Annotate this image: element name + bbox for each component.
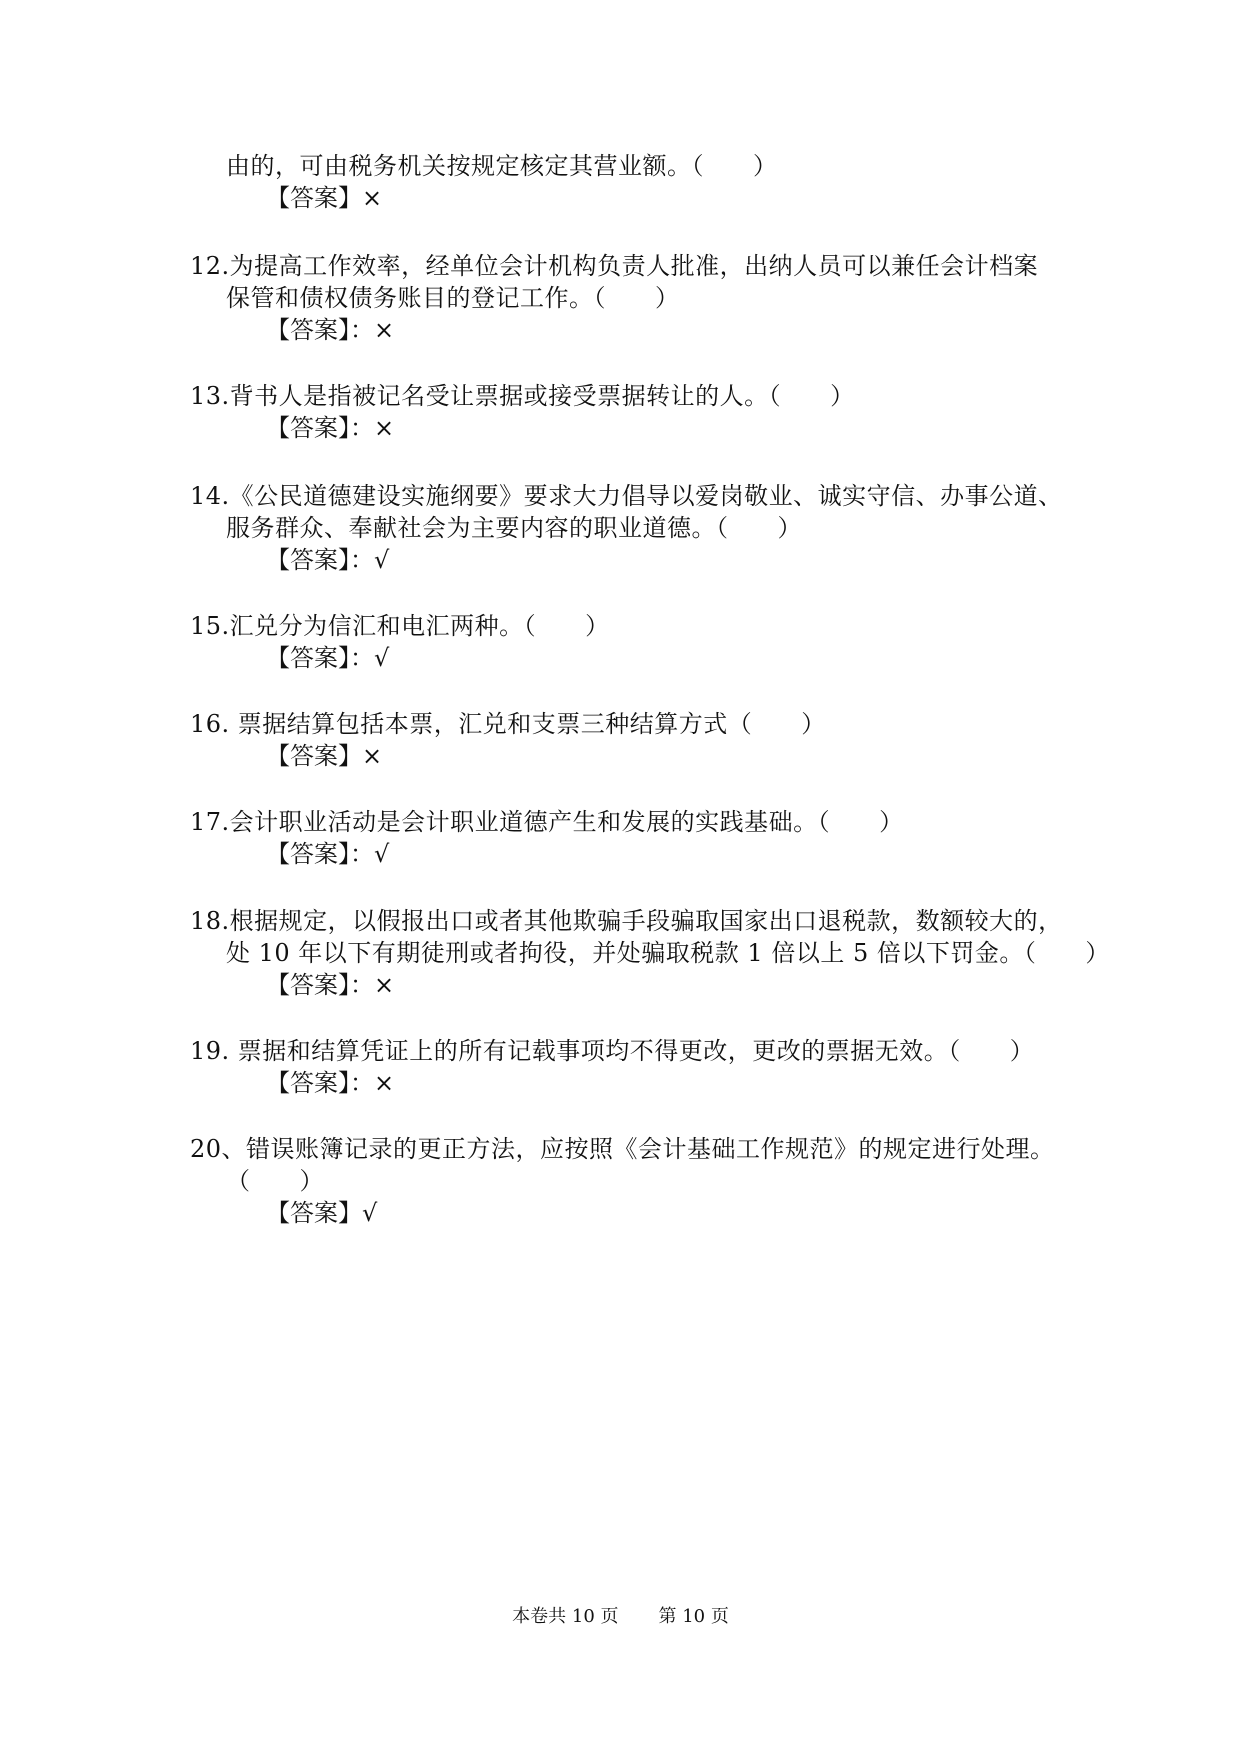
question-13-line-1 xyxy=(190,380,855,412)
question-number: 14. xyxy=(190,482,230,510)
question-18-line-2: 处 10 年以下有期徒刑或者拘役，并处骗取税款 1 倍以上 5 倍以下罚金。（ ） xyxy=(226,939,1110,967)
question-20-answer: 【答案】√ xyxy=(266,1199,378,1227)
question-14-line-2: 服务群众、奉献社会为主要内容的职业道德。（ ） xyxy=(226,514,802,542)
question-number: 12. xyxy=(190,252,230,280)
current-page-label: 第 10 页 xyxy=(658,1606,729,1627)
question-20-line-1 xyxy=(190,1133,1055,1165)
question-number: 18. xyxy=(190,907,230,935)
question-number: 17. xyxy=(190,808,230,836)
question-text: 为提高工作效率，经单位会计机构负责人批准，出纳人员可以兼任会计档案 xyxy=(229,252,1039,280)
question-number: 20、 xyxy=(190,1135,247,1163)
total-pages-label: 本卷共 10 页 xyxy=(512,1606,619,1627)
question-text: 《公民道德建设实施纲要》要求大力倡导以爱岗敬业、诚实守信、办事公道、 xyxy=(229,482,1063,510)
question-number: 19. xyxy=(190,1037,230,1065)
question-12-answer: 【答案】：× xyxy=(266,316,395,344)
question-18-answer: 【答案】：× xyxy=(266,971,395,999)
question-text: 背书人是指被记名受让票据或接受票据转让的人。（ ） xyxy=(229,382,855,410)
page-footer xyxy=(0,1605,1241,1629)
question-15-line-1 xyxy=(190,610,610,642)
question-text: 票据结算包括本票，汇兑和支票三种结算方式（ ） xyxy=(229,710,826,738)
question-14-line-1 xyxy=(190,480,1063,512)
question-number: 15. xyxy=(190,612,230,640)
question-13-answer: 【答案】：× xyxy=(266,414,395,442)
question-17-line-1 xyxy=(190,806,904,838)
question-16-line-1 xyxy=(190,708,826,740)
question-text: 票据和结算凭证上的所有记载事项均不得更改，更改的票据无效。（ ） xyxy=(229,1037,1035,1065)
question-14-answer: 【答案】：√ xyxy=(266,546,390,574)
question-19-answer: 【答案】：× xyxy=(266,1069,395,1097)
question-text: 错误账簿记录的更正方法，应按照《会计基础工作规范》的规定进行处理。 xyxy=(246,1135,1055,1163)
question-12-line-2: 保管和债权债务账目的登记工作。（ ） xyxy=(226,284,680,312)
question-11-answer: 【答案】× xyxy=(266,184,383,212)
question-11-line-2: 由的，可由税务机关按规定核定其营业额。（ ） xyxy=(226,152,778,180)
question-12-line-1 xyxy=(190,250,1038,282)
question-15-answer: 【答案】：√ xyxy=(266,644,390,672)
question-number: 16. xyxy=(190,710,230,738)
question-text: 根据规定，以假报出口或者其他欺骗手段骗取国家出口退税款，数额较大的， xyxy=(229,907,1063,935)
question-number: 13. xyxy=(190,382,230,410)
question-17-answer: 【答案】：√ xyxy=(266,840,390,868)
question-text: 汇兑分为信汇和电汇两种。（ ） xyxy=(229,612,610,640)
question-text: 会计职业活动是会计职业道德产生和发展的实践基础。（ ） xyxy=(229,808,904,836)
question-18-line-1 xyxy=(190,905,1063,937)
question-16-answer: 【答案】× xyxy=(266,742,383,770)
question-20-line-2: （ ） xyxy=(226,1167,324,1195)
question-19-line-1 xyxy=(190,1035,1034,1067)
